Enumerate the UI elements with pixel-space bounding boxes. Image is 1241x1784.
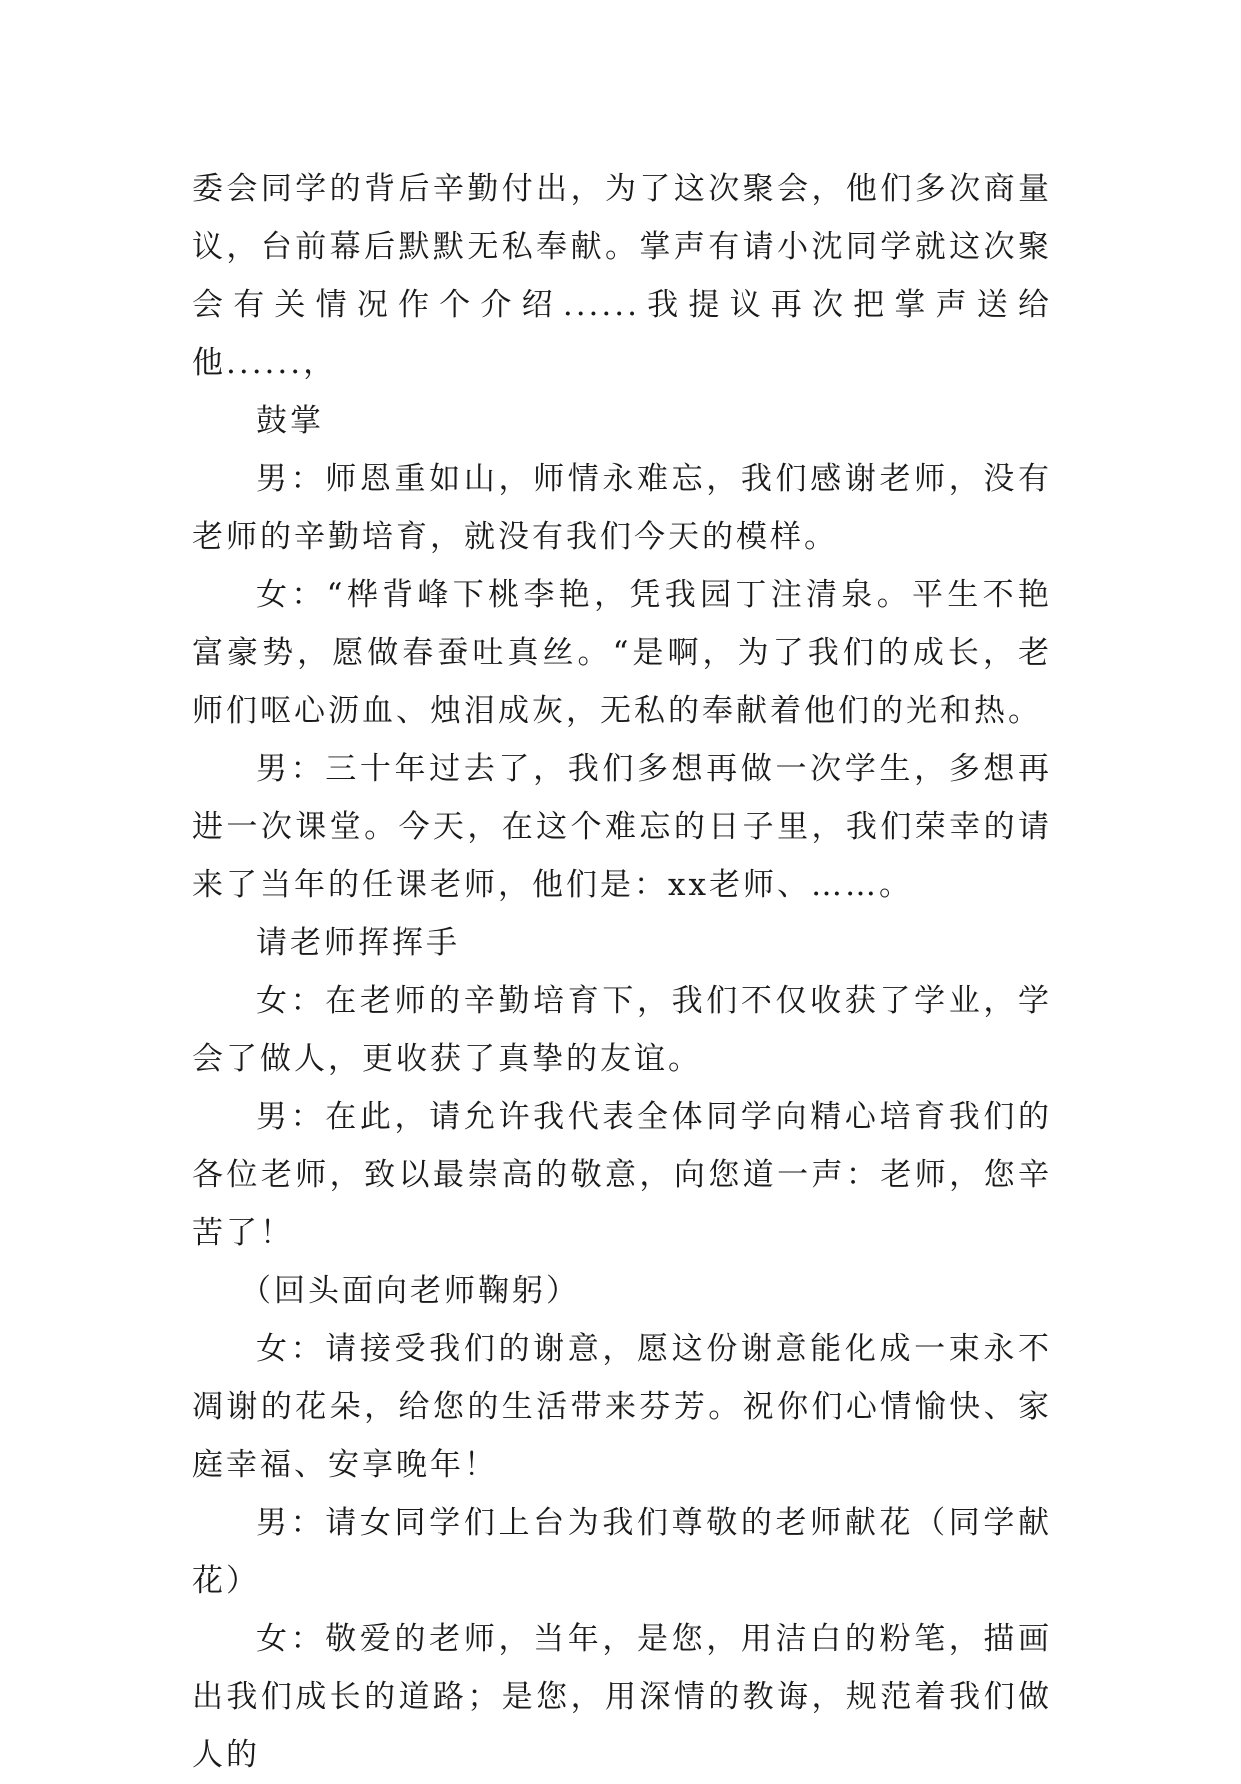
paragraph-10: 女：请接受我们的谢意，愿这份谢意能化成一束永不凋谢的花朵，给您的生活带来芬芳。祝你们心情愉快、家庭幸福、安享晚年！ bbox=[192, 1331, 1052, 1483]
paragraph-7: 女：在老师的辛勤培育下，我们不仅收获了学业，学会了做人，更收获了真挚的友谊。 bbox=[192, 983, 1052, 1077]
paragraph-6: 请老师挥挥手 bbox=[256, 925, 460, 961]
paragraph-12: 女：敬爱的老师，当年，是您，用洁白的粉笔，描画出我们成长的道路；是您，用深情的教诲，规范着我们做人的 bbox=[192, 1621, 1052, 1773]
paragraph-5: 男：三十年过去了，我们多想再做一次学生，多想再进一次课堂。今天，在这个难忘的日子里，我们荣幸的请来了当年的任课老师，他们是：xx老师、……。 bbox=[192, 751, 1052, 903]
paragraph-4: 女：“桦背峰下桃李艳，凭我园丁注清泉。平生不艳富豪势，愿做春蚕吐真丝。“是啊，为了我们的成长，老师们呕心沥血、烛泪成灰，无私的奉献着他们的光和热。 bbox=[192, 577, 1052, 729]
paragraph-2: 鼓掌 bbox=[256, 403, 324, 439]
paragraph-8: 男：在此，请允许我代表全体同学向精心培育我们的各位老师，致以最崇高的敬意，向您道一声：老师，您辛苦了！ bbox=[192, 1099, 1052, 1251]
paragraph-1: 委会同学的背后辛勤付出，为了这次聚会，他们多次商量议，台前幕后默默无私奉献。掌声有请小沈同学就这次聚会有关情况作个介绍......我提议再次把掌声送给他......， bbox=[192, 171, 1052, 381]
paragraph-9: （回头面向老师鞠躬） bbox=[240, 1273, 580, 1309]
paragraph-3: 男：师恩重如山，师情永难忘，我们感谢老师，没有老师的辛勤培育，就没有我们今天的模样。 bbox=[192, 461, 1052, 555]
document-body bbox=[192, 160, 1052, 1784]
paragraph-11: 男：请女同学们上台为我们尊敬的老师献花（同学献花） bbox=[192, 1505, 1052, 1599]
